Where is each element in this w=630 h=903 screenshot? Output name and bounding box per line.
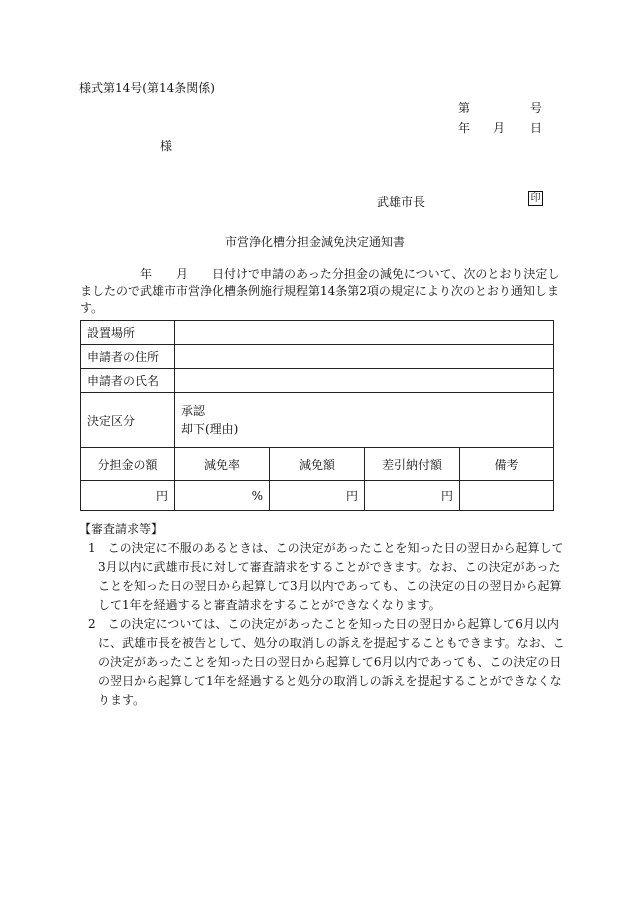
form-number: 様式第14号(第14条関係) [79, 81, 215, 95]
note-line: ります。 [98, 693, 146, 707]
note-line: の決定があったことを知った日の翌日から起算して6月以内であっても、この決定の日 [98, 655, 562, 669]
table-row [81, 481, 554, 511]
table-row [81, 369, 554, 393]
remarks-cell[interactable] [460, 481, 554, 511]
details-table [80, 320, 554, 511]
applicant-name-label: 申請者の氏名 [81, 369, 175, 393]
issuer-name: 武雄市長 [377, 195, 426, 209]
table-row [81, 448, 554, 481]
table-row [81, 345, 554, 369]
decision-category-label: 決定区分 [81, 393, 175, 448]
decision-category-field[interactable] [175, 393, 554, 448]
note-line: 2 この決定については、この決定があったことを知った日の翌日から起算して6月以内 [88, 617, 559, 631]
date-year-label: 年 [458, 121, 471, 135]
note-line: 1 この決定に不服のあるときは、この決定があったことを知った日の翌日から起算して [88, 541, 564, 555]
note-line: ことを知った日の翌日から起算して3月以内であっても、この決定の日の翌日から起算 [98, 579, 562, 593]
date-day-label: 日 [530, 121, 543, 135]
applicant-address-field[interactable] [175, 345, 554, 369]
approval-option: 承認 [181, 404, 206, 418]
intro-line: す。 [80, 301, 104, 315]
table-row [81, 321, 554, 345]
seal-mark: 印 [528, 191, 543, 206]
intro-line: 年 月 日付けで申請のあった分担金の減免について、次のとおり決定し [80, 267, 560, 281]
column-header: 備考 [460, 448, 554, 481]
intro-line: ましたので武雄市市営浄化槽条例施行規程第14条第2項の規定により次のとおり通知しま [80, 284, 559, 298]
review-heading: 【審査請求等】 [79, 522, 164, 536]
contribution-amount-cell[interactable]: 円 [81, 481, 175, 511]
table-row [81, 393, 554, 448]
applicant-address-label: 申請者の住所 [81, 345, 175, 369]
intro-paragraph [80, 266, 560, 317]
installation-location-label: 設置場所 [81, 321, 175, 345]
column-header: 減免額 [270, 448, 365, 481]
review-notes [80, 539, 565, 710]
column-header: 分担金の額 [81, 448, 175, 481]
number-suffix: 号 [530, 101, 543, 115]
number-prefix: 第 [458, 101, 471, 115]
note-line: して1年を経過すると審査請求をすることができなくなります。 [98, 598, 441, 612]
document-title: 市営浄化槽分担金減免決定通知書 [224, 235, 405, 249]
note-line: に、武雄市長を被告として、処分の取消しの訴えを提起することもできます。なお、こ [98, 636, 565, 650]
rejection-option: 却下(理由) [181, 422, 239, 436]
date-month-label: 月 [493, 121, 506, 135]
note-line: の翌日から起算して1年を経過すると処分の取消しの訴えを提起することができなくな [98, 674, 562, 688]
note-line: 3月以内に武雄市長に対して審査請求をすることができます。なお、この決定があった [98, 560, 561, 574]
applicant-name-field[interactable] [175, 369, 554, 393]
column-header: 差引納付額 [365, 448, 460, 481]
reduction-rate-cell[interactable]: % [175, 481, 270, 511]
reduction-amount-cell[interactable]: 円 [270, 481, 365, 511]
net-payment-cell[interactable]: 円 [365, 481, 460, 511]
column-header: 減免率 [175, 448, 270, 481]
installation-location-field[interactable] [175, 321, 554, 345]
addressee-suffix: 様 [160, 139, 173, 153]
